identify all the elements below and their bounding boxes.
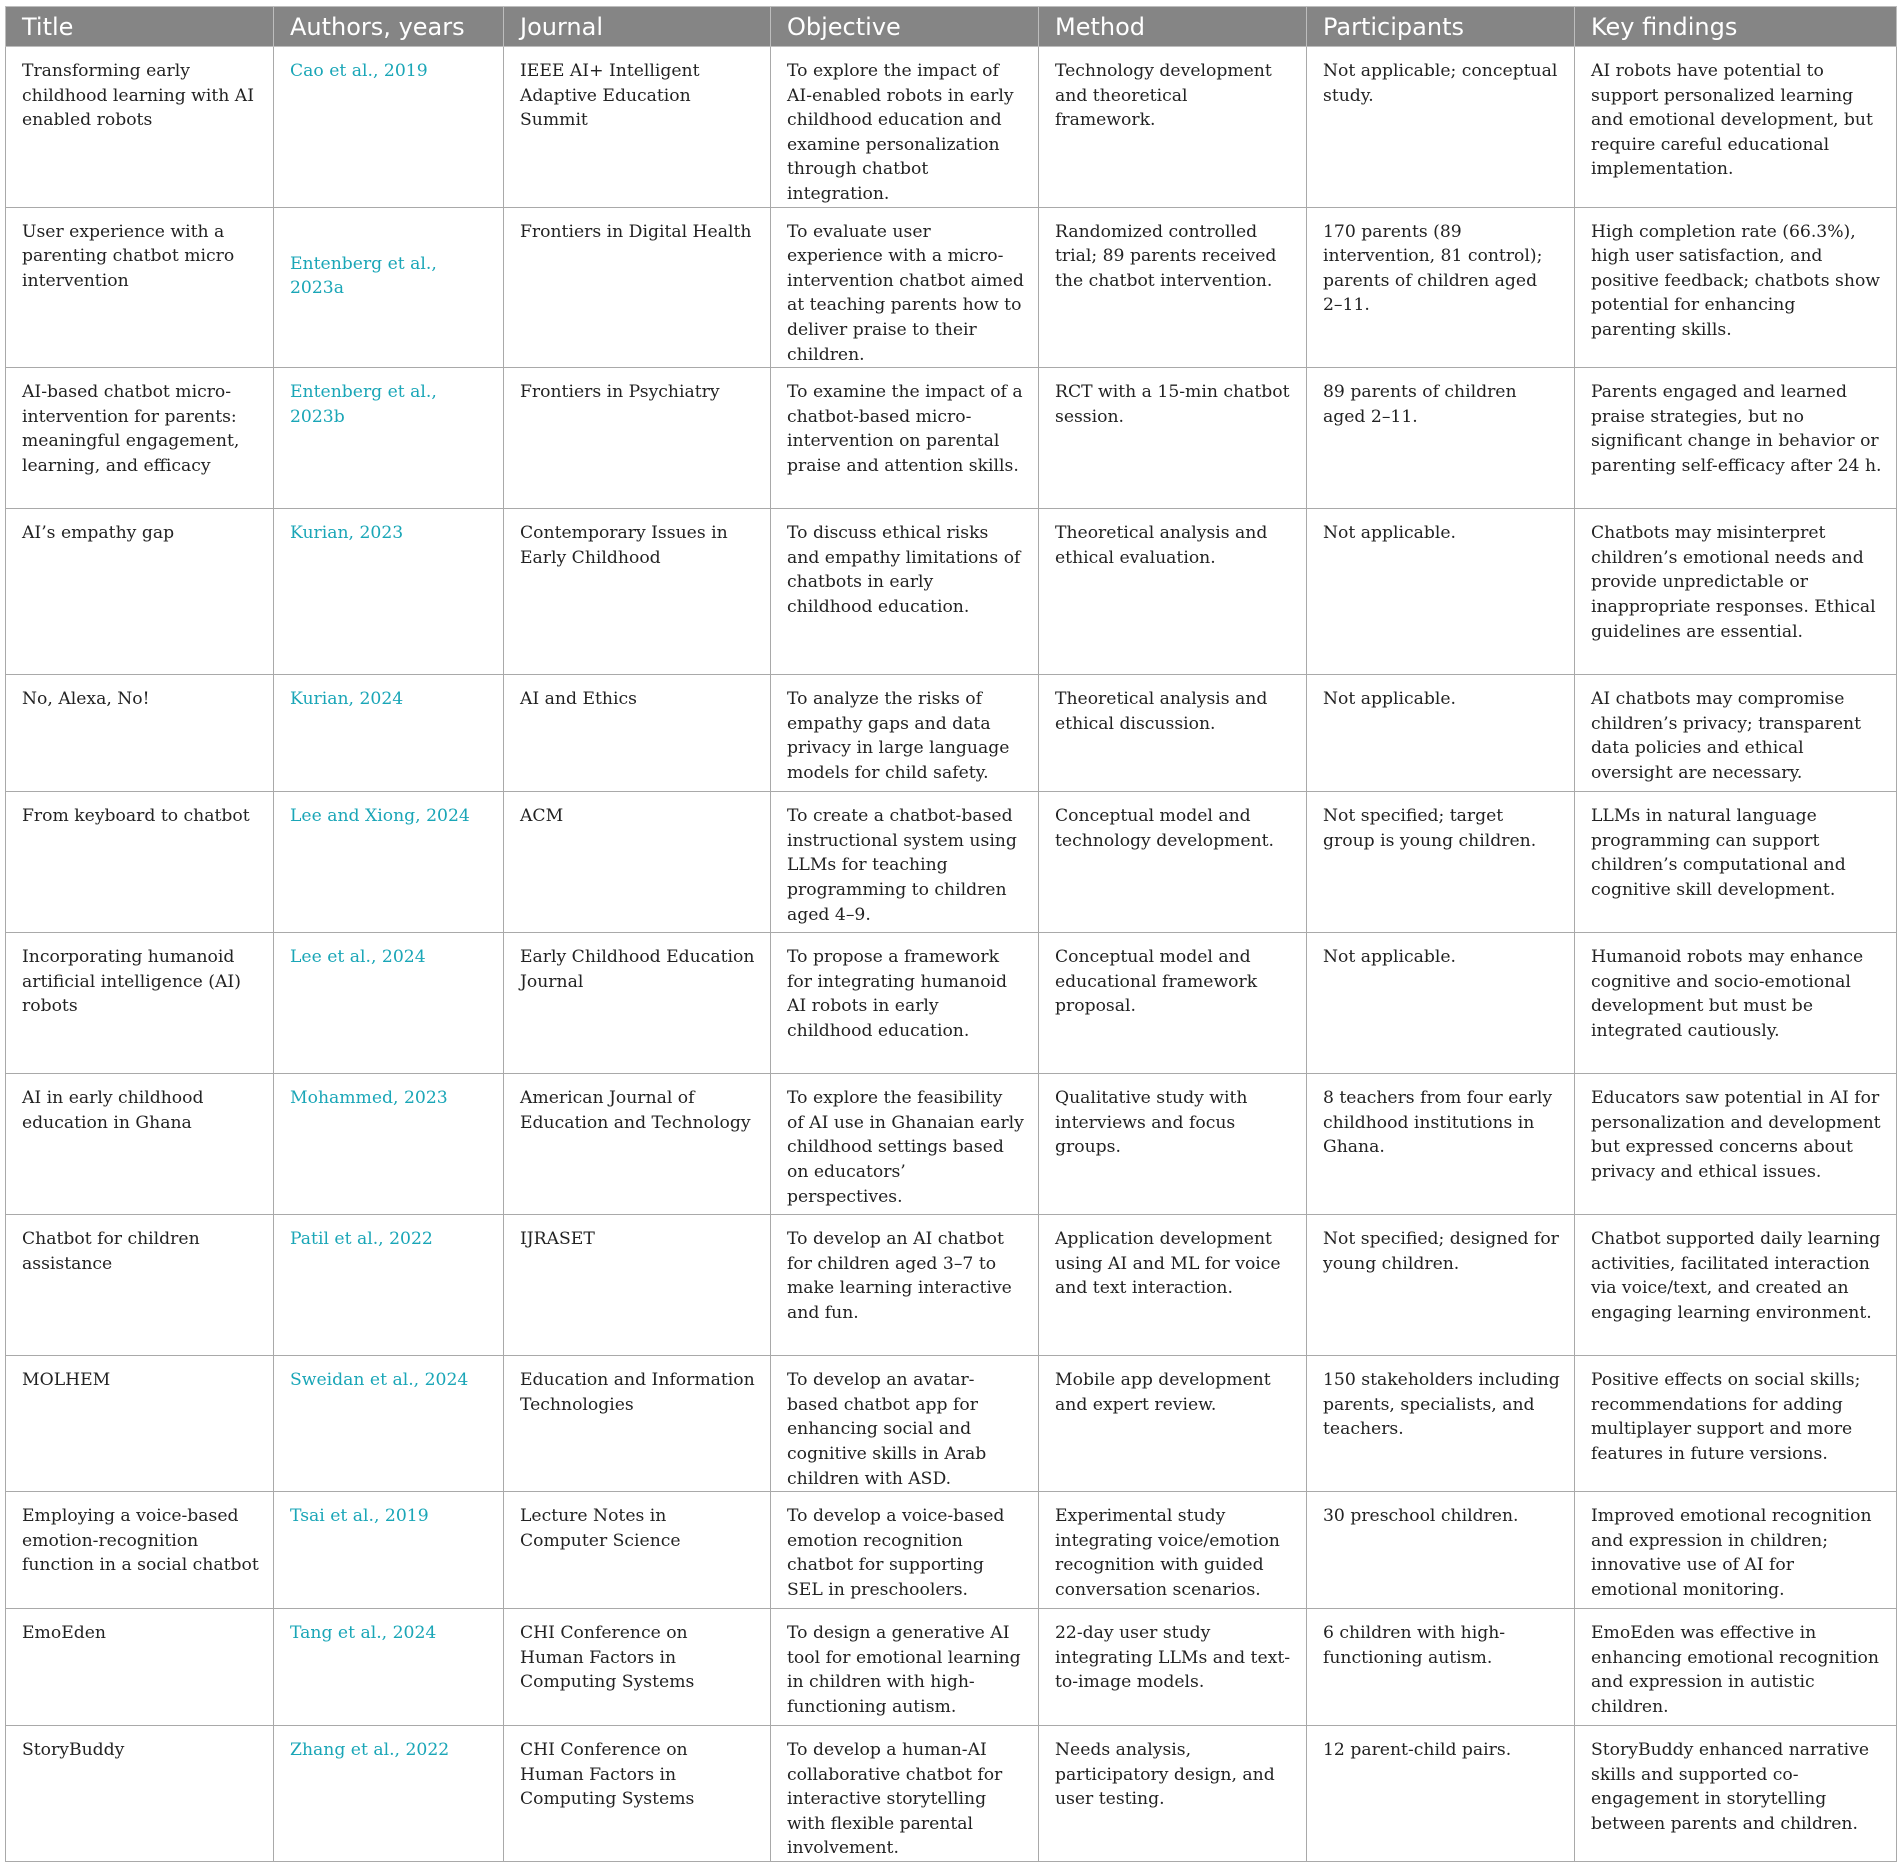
cell-participants: 6 children with high-functioning autism.: [1307, 1609, 1575, 1726]
cell-title: StoryBuddy: [6, 1726, 274, 1862]
cell-participants: Not applicable; conceptual study.: [1307, 47, 1575, 208]
cell-key-findings: LLMs in natural language programming can support children’s computational and cognitive skill development.: [1575, 792, 1897, 933]
cell-title: User experience with a parenting chatbot micro intervention: [6, 207, 274, 368]
cell-participants: Not specified; target group is young children.: [1307, 792, 1575, 933]
table-row: [6, 207, 1897, 368]
cell-method: Needs analysis, participatory design, and user testing.: [1039, 1726, 1307, 1862]
cell-objective: To develop a human-AI collaborative chatbot for interactive storytelling with flexible parental involvement.: [771, 1726, 1039, 1862]
column-header-journal: Journal: [504, 7, 771, 47]
cell-authors-link[interactable]: Patil et al., 2022: [274, 1215, 504, 1356]
cell-key-findings: Improved emotional recognition and expression in children; innovative use of AI for emotional monitoring.: [1575, 1492, 1897, 1609]
cell-key-findings: Humanoid robots may enhance cognitive and socio-emotional development but must be integrated cautiously.: [1575, 933, 1897, 1074]
cell-journal: American Journal of Education and Technology: [504, 1074, 771, 1215]
cell-authors-link[interactable]: Mohammed, 2023: [274, 1074, 504, 1215]
cell-authors-link[interactable]: Lee and Xiong, 2024: [274, 792, 504, 933]
table-row: [6, 1215, 1897, 1356]
cell-title: Transforming early childhood learning with AI enabled robots: [6, 47, 274, 208]
cell-authors-link[interactable]: Tang et al., 2024: [274, 1609, 504, 1726]
cell-method: 22-day user study integrating LLMs and text-to-image models.: [1039, 1609, 1307, 1726]
cell-method: Technology development and theoretical framework.: [1039, 47, 1307, 208]
cell-journal: IEEE AI+ Intelligent Adaptive Education Summit: [504, 47, 771, 208]
table-row: [6, 47, 1897, 208]
cell-participants: Not applicable.: [1307, 509, 1575, 675]
cell-authors-link[interactable]: Zhang et al., 2022: [274, 1726, 504, 1862]
cell-method: Application development using AI and ML for voice and text interaction.: [1039, 1215, 1307, 1356]
cell-journal: AI and Ethics: [504, 675, 771, 792]
cell-participants: Not applicable.: [1307, 933, 1575, 1074]
table-row: [6, 933, 1897, 1074]
table-row: [6, 1492, 1897, 1609]
cell-participants: 150 stakeholders including parents, specialists, and teachers.: [1307, 1356, 1575, 1492]
cell-authors-link[interactable]: Kurian, 2024: [274, 675, 504, 792]
cell-journal: Early Childhood Education Journal: [504, 933, 771, 1074]
cell-key-findings: AI robots have potential to support personalized learning and emotional development, but require careful educational implementation.: [1575, 47, 1897, 208]
cell-participants: 170 parents (89 intervention, 81 control); parents of children aged 2–11.: [1307, 207, 1575, 368]
cell-title: Chatbot for children assistance: [6, 1215, 274, 1356]
table-row: [6, 792, 1897, 933]
cell-participants: Not specified; designed for young children.: [1307, 1215, 1575, 1356]
cell-key-findings: Chatbots may misinterpret children’s emotional needs and provide unpredictable or inappropriate responses. Ethical guidelines are essential.: [1575, 509, 1897, 675]
cell-authors-link[interactable]: Lee et al., 2024: [274, 933, 504, 1074]
cell-objective: To develop an avatar-based chatbot app for enhancing social and cognitive skills in Arab children with ASD.: [771, 1356, 1039, 1492]
cell-participants: Not applicable.: [1307, 675, 1575, 792]
cell-objective: To explore the impact of AI-enabled robots in early childhood education and examine personalization through chatbot integration.: [771, 47, 1039, 208]
table-row: [6, 675, 1897, 792]
cell-authors-link[interactable]: Kurian, 2023: [274, 509, 504, 675]
column-header-key-findings: Key findings: [1575, 7, 1897, 47]
cell-method: Theoretical analysis and ethical discussion.: [1039, 675, 1307, 792]
cell-objective: To propose a framework for integrating humanoid AI robots in early childhood education.: [771, 933, 1039, 1074]
cell-title: Employing a voice-based emotion-recognition function in a social chatbot: [6, 1492, 274, 1609]
cell-objective: To develop a voice-based emotion recognition chatbot for supporting SEL in preschoolers.: [771, 1492, 1039, 1609]
column-header-authors: Authors, years: [274, 7, 504, 47]
cell-objective: To explore the feasibility of AI use in Ghanaian early childhood settings based on educators’ perspectives.: [771, 1074, 1039, 1215]
cell-title: AI-based chatbot micro-intervention for parents: meaningful engagement, learning, and efficacy: [6, 368, 274, 509]
cell-title: EmoEden: [6, 1609, 274, 1726]
cell-key-findings: Educators saw potential in AI for personalization and development but expressed concerns about privacy and ethical issues.: [1575, 1074, 1897, 1215]
cell-authors-link[interactable]: Entenberg et al., 2023a: [274, 207, 504, 368]
cell-objective: To design a generative AI tool for emotional learning in children with high-functioning autism.: [771, 1609, 1039, 1726]
cell-participants: 30 preschool children.: [1307, 1492, 1575, 1609]
cell-journal: Frontiers in Psychiatry: [504, 368, 771, 509]
column-header-method: Method: [1039, 7, 1307, 47]
cell-method: Conceptual model and educational framework proposal.: [1039, 933, 1307, 1074]
cell-journal: Lecture Notes in Computer Science: [504, 1492, 771, 1609]
cell-authors-link[interactable]: Cao et al., 2019: [274, 47, 504, 208]
cell-method: Randomized controlled trial; 89 parents received the chatbot intervention.: [1039, 207, 1307, 368]
cell-participants: 12 parent-child pairs.: [1307, 1726, 1575, 1862]
cell-objective: To examine the impact of a chatbot-based micro-intervention on parental praise and attention skills.: [771, 368, 1039, 509]
cell-method: RCT with a 15-min chatbot session.: [1039, 368, 1307, 509]
cell-journal: CHI Conference on Human Factors in Computing Systems: [504, 1609, 771, 1726]
cell-objective: To evaluate user experience with a micro-intervention chatbot aimed at teaching parents how to deliver praise to their children.: [771, 207, 1039, 368]
cell-participants: 8 teachers from four early childhood institutions in Ghana.: [1307, 1074, 1575, 1215]
cell-key-findings: AI chatbots may compromise children’s privacy; transparent data policies and ethical oversight are necessary.: [1575, 675, 1897, 792]
cell-method: Experimental study integrating voice/emotion recognition with guided conversation scenarios.: [1039, 1492, 1307, 1609]
cell-journal: Education and Information Technologies: [504, 1356, 771, 1492]
cell-title: Incorporating humanoid artificial intelligence (AI) robots: [6, 933, 274, 1074]
cell-key-findings: Parents engaged and learned praise strategies, but no significant change in behavior or parenting self-efficacy after 24 h.: [1575, 368, 1897, 509]
cell-authors-link[interactable]: Entenberg et al., 2023b: [274, 368, 504, 509]
cell-journal: CHI Conference on Human Factors in Computing Systems: [504, 1726, 771, 1862]
cell-key-findings: High completion rate (66.3%), high user satisfaction, and positive feedback; chatbots show potential for enhancing parenting skills.: [1575, 207, 1897, 368]
table-row: [6, 509, 1897, 675]
table-row: [6, 1356, 1897, 1492]
table-row: [6, 368, 1897, 509]
column-header-title: Title: [6, 7, 274, 47]
table-header-row: [6, 7, 1897, 47]
cell-title: AI’s empathy gap: [6, 509, 274, 675]
cell-key-findings: Positive effects on social skills; recommendations for adding multiplayer support and more features in future versions.: [1575, 1356, 1897, 1492]
cell-key-findings: EmoEden was effective in enhancing emotional recognition and expression in autistic children.: [1575, 1609, 1897, 1726]
cell-method: Conceptual model and technology development.: [1039, 792, 1307, 933]
cell-journal: ACM: [504, 792, 771, 933]
cell-title: AI in early childhood education in Ghana: [6, 1074, 274, 1215]
cell-key-findings: Chatbot supported daily learning activities, facilitated interaction via voice/text, and created an engaging learning environment.: [1575, 1215, 1897, 1356]
table-row: [6, 1074, 1897, 1215]
cell-title: MOLHEM: [6, 1356, 274, 1492]
studies-table-container: [5, 6, 1896, 1862]
column-header-objective: Objective: [771, 7, 1039, 47]
column-header-participants: Participants: [1307, 7, 1575, 47]
cell-participants: 89 parents of children aged 2–11.: [1307, 368, 1575, 509]
cell-title: From keyboard to chatbot: [6, 792, 274, 933]
cell-objective: To discuss ethical risks and empathy limitations of chatbots in early childhood education.: [771, 509, 1039, 675]
cell-objective: To analyze the risks of empathy gaps and data privacy in large language models for child safety.: [771, 675, 1039, 792]
cell-method: Qualitative study with interviews and focus groups.: [1039, 1074, 1307, 1215]
cell-journal: Contemporary Issues in Early Childhood: [504, 509, 771, 675]
cell-objective: To create a chatbot-based instructional system using LLMs for teaching programming to children aged 4–9.: [771, 792, 1039, 933]
cell-authors-link[interactable]: Sweidan et al., 2024: [274, 1356, 504, 1492]
table-row: [6, 1726, 1897, 1862]
table-row: [6, 1609, 1897, 1726]
cell-journal: Frontiers in Digital Health: [504, 207, 771, 368]
cell-title: No, Alexa, No!: [6, 675, 274, 792]
cell-journal: IJRASET: [504, 1215, 771, 1356]
cell-authors-link[interactable]: Tsai et al., 2019: [274, 1492, 504, 1609]
cell-method: Theoretical analysis and ethical evaluation.: [1039, 509, 1307, 675]
studies-table: [5, 6, 1897, 1862]
cell-objective: To develop an AI chatbot for children aged 3–7 to make learning interactive and fun.: [771, 1215, 1039, 1356]
cell-method: Mobile app development and expert review.: [1039, 1356, 1307, 1492]
cell-key-findings: StoryBuddy enhanced narrative skills and supported co-engagement in storytelling between parents and children.: [1575, 1726, 1897, 1862]
